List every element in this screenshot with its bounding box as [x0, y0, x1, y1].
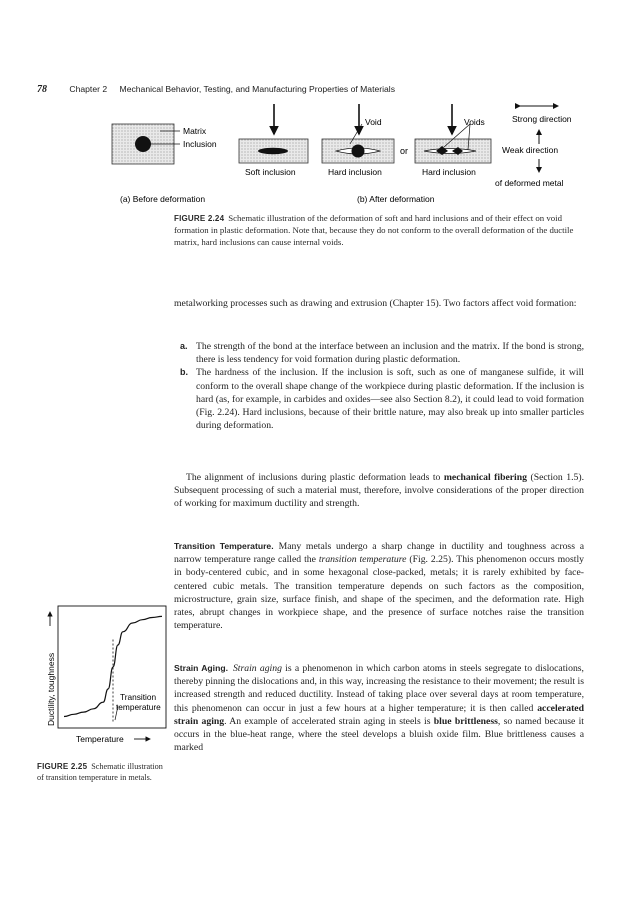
x-axis-label: Temperature [76, 734, 124, 744]
label-or: or [400, 146, 409, 156]
label-hard-inclusion-2: Hard inclusion [422, 167, 476, 177]
text-run: is a phenomenon in which carbon atoms in steels segregate to dislocations, thereby pinning the dislocations and, in this way, increasing the resistance to their movement; the result is increased strength and reduced ductility. Instead of taking place over several days at room temperature, this phenomenon can occur in just a few hours at a higher temperature; it is then called [174, 663, 584, 714]
list-item-text: The hardness of the inclusion. If the inclusion is soft, such as one of manganese sulfide, it will conform to the overall shape change of the workpiece during plastic deformation. If the inclusion is hard (as, for example, in carbides and oxides—see also Section 8.2), it could lead to void formation (Fig. 2.24). Hard inclusions, because of their brittle nature, may also break up into smaller particles during deformation. [196, 367, 584, 432]
y-axis-label: Ductility, toughness [46, 652, 56, 726]
paragraph-strain-aging [174, 662, 584, 754]
label-matrix: Matrix [183, 126, 207, 136]
annotation-transition: Transition [120, 692, 157, 702]
term-transition-temperature: transition temperature [318, 554, 407, 566]
chapter-title: Mechanical Behavior, Testing, and Manufacturing Properties of Materials [119, 84, 395, 94]
figure-2-24-caption [174, 213, 574, 248]
label-of-deformed-metal: of deformed metal [495, 178, 564, 188]
text-run: . An example of accelerated strain aging in steels is [224, 715, 434, 727]
text-run: Many metals undergo a sharp change in ductility and toughness across a narrow temperature range called the [174, 541, 584, 566]
annotation-temperature: temperature [116, 702, 161, 712]
figure-2-25-caption [37, 762, 167, 783]
figure-2-24-caption-label: FIGURE 2.24 [174, 214, 225, 223]
label-weak-direction: Weak direction [502, 145, 559, 155]
list-item-text: The strength of the bond at the interface between an inclusion and the matrix. If the bond is strong, there is less tendency for void formation during plastic deformation. [196, 341, 584, 366]
label-before: (a) Before deformation [120, 194, 206, 204]
keyword-accelerated-strain-aging: accelerated strain aging [174, 702, 584, 727]
list-item [174, 366, 584, 432]
heading-strain-aging: Strain Aging. [174, 663, 228, 673]
figure-2-25-caption-label: FIGURE 2.25 [37, 762, 88, 771]
list-marker: a. [180, 341, 188, 351]
text-run: The alignment of inclusions during plastic deformation leads to [186, 472, 444, 483]
label-hard-inclusion-1: Hard inclusion [328, 167, 382, 177]
running-header [37, 84, 597, 95]
list-marker: b. [180, 367, 188, 378]
soft-inclusion-flattened [258, 148, 288, 154]
figure-2-24-caption-text: Schematic illustration of the deformation of soft and hard inclusions and of their effect on void formation in plastic deformation. Note that, because they do not conform to the overall deformation of the ductile matrix, hard inclusions can cause internal voids. [174, 213, 574, 247]
keyword-mechanical-fibering: mechanical fibering [443, 472, 527, 483]
keyword-blue-brittleness: blue brittleness [433, 715, 498, 727]
figure-2-25-chart [46, 586, 176, 756]
heading-transition-temperature: Transition Temperature. [174, 541, 274, 551]
figure-2-25-caption-text: Schematic illustration of transition temperature in metals. [37, 762, 163, 782]
figure-2-24 [100, 100, 580, 208]
label-strong-direction: Strong direction [512, 114, 572, 124]
paragraph-transition-temperature [174, 540, 584, 632]
label-void: Void [365, 117, 382, 127]
void-factors-list [174, 340, 584, 432]
page-number: 78 [37, 84, 47, 95]
term-strain-aging: Strain aging [232, 663, 282, 674]
paragraph-void-factors-intro: metalworking processes such as drawing and extrusion (Chapter 15). Two factors affect void formation: [174, 298, 577, 309]
label-voids: Voids [464, 117, 485, 127]
text-run: (Section 1.5). Subsequent processing of such a material must, therefore, involve considerations of the proper direction of working for maximum ductility and strength. [174, 472, 584, 510]
label-after: (b) After deformation [357, 194, 435, 204]
text-run: , so named because it occurs in the blue-heat range, where the steel develops a bluish oxide film. Blue brittleness causes a marked [174, 715, 584, 754]
label-inclusion: Inclusion [183, 139, 217, 149]
label-soft-inclusion: Soft inclusion [245, 167, 296, 177]
hard-inclusion-after [352, 145, 365, 158]
inclusion-before [135, 136, 151, 152]
paragraph-mechanical-fibering [174, 471, 584, 511]
chapter-label: Chapter 2 [69, 84, 108, 94]
text-run: (Fig. 2.25). This phenomenon occurs mostly in body-centered cubic, and in some hexagonal close-packed, metals; it is rarely exhibited by face-centered cubic metals. The transition temperature depends on such factors as the composition, microstructure, grain size, surface finish, and shape of the specimen, and the deformation rate. High rates, abrupt changes in workpiece shape, and the presence of surface notches raise the transition temperature. [174, 554, 585, 632]
list-item [174, 340, 584, 366]
